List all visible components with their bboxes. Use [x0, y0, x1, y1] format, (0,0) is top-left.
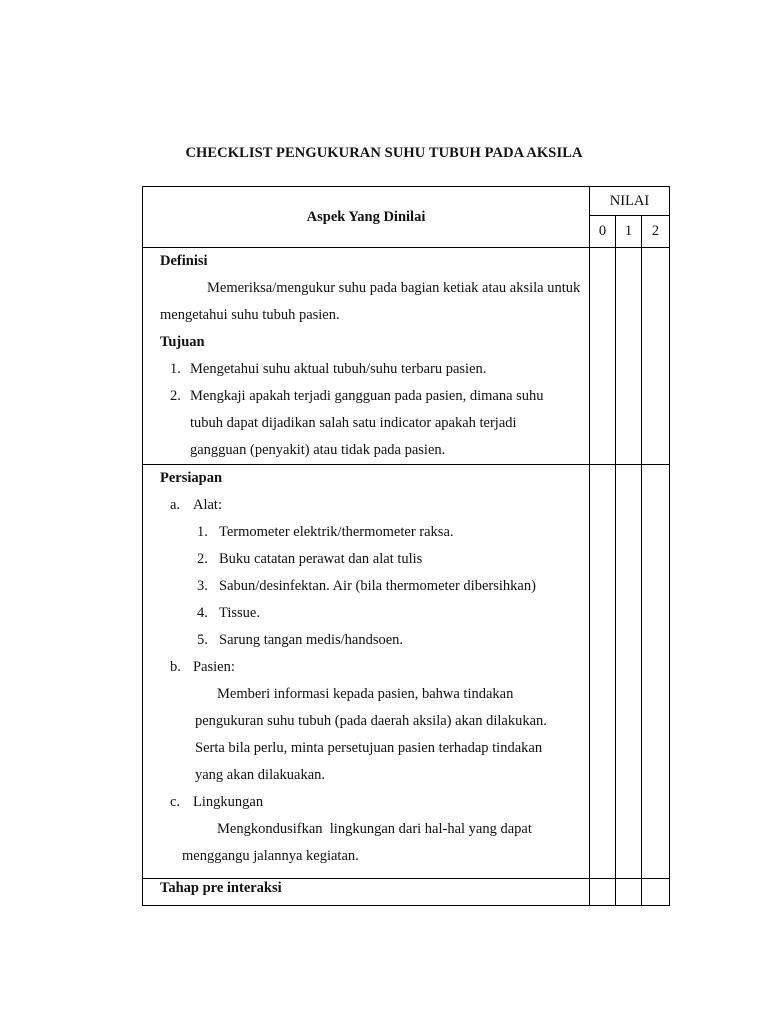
list-text: Buku catatan perawat dan alat tulis — [219, 551, 423, 567]
pasien-line-4: yang akan dilakuakan. — [195, 767, 326, 783]
definisi-line-2: mengetahui suhu tubuh pasien. — [160, 307, 340, 323]
list-text: Mengkaji apakah terjadi gangguan pada pasien, dimana suhu — [190, 388, 544, 404]
tujuan-item-1 — [160, 356, 583, 383]
list-text: Pasien: — [193, 659, 235, 675]
lingkungan-line-2: menggangu jalannya kegiatan. — [182, 848, 359, 864]
section-heading-tujuan: Tujuan — [160, 334, 205, 350]
list-number: 2. — [170, 388, 181, 404]
list-letter: c. — [170, 794, 181, 810]
score-cell-1[interactable] — [616, 248, 642, 465]
alat-item — [160, 627, 583, 654]
score-cell-0[interactable] — [590, 879, 616, 906]
list-letter: a. — [170, 497, 181, 513]
list-number: 3. — [197, 578, 208, 594]
list-text: Alat: — [193, 497, 222, 513]
score-cell-0[interactable] — [590, 248, 616, 465]
alat-item — [160, 573, 583, 600]
aspek-cell-definisi — [143, 248, 590, 465]
list-number: 1. — [170, 361, 181, 377]
score-cell-2[interactable] — [642, 465, 670, 879]
tujuan-item-2 — [160, 383, 583, 410]
table-row-definisi-tujuan — [143, 248, 670, 465]
aspek-cell-tahap-pre — [143, 879, 590, 906]
lingkungan-line-1: Mengkondusifkan lingkungan dari hal-hal yang dapat — [217, 821, 532, 837]
table-row-tahap-pre — [143, 879, 670, 906]
header-score-2: 2 — [642, 216, 670, 248]
score-cell-1[interactable] — [616, 465, 642, 879]
list-number: 4. — [197, 605, 208, 621]
score-cell-1[interactable] — [616, 879, 642, 906]
score-cell-2[interactable] — [642, 248, 670, 465]
checklist-table — [142, 186, 670, 906]
definisi-line-1: Memeriksa/mengukur suhu pada bagian ketiak atau aksila untuk — [207, 280, 581, 296]
list-text: Termometer elektrik/thermometer raksa. — [219, 524, 454, 540]
pasien-line-1: Memberi informasi kepada pasien, bahwa tindakan — [217, 686, 514, 702]
header-score-1: 1 — [616, 216, 642, 248]
list-letter: b. — [170, 659, 181, 675]
list-text: Sabun/desinfektan. Air (bila thermometer dibersihkan) — [219, 578, 536, 594]
pasien-line-3: Serta bila perlu, minta persetujuan pasien terhadap tindakan — [195, 740, 543, 756]
alat-item — [160, 600, 583, 627]
alat-item — [160, 519, 583, 546]
document-title: CHECKLIST PENGUKURAN SUHU TUBUH PADA AKSILA — [185, 145, 583, 161]
header-nilai: NILAI — [590, 187, 670, 216]
list-number: 2. — [197, 551, 208, 567]
list-number: 5. — [197, 632, 208, 648]
list-text: Tissue. — [219, 605, 260, 621]
list-text: Mengetahui suhu aktual tubuh/suhu terbaru pasien. — [190, 361, 487, 377]
header-aspek: Aspek Yang Dinilai — [143, 187, 590, 248]
table-row-persiapan — [143, 465, 670, 879]
persiapan-pasien — [160, 654, 583, 681]
list-text: Lingkungan — [193, 794, 264, 810]
score-cell-2[interactable] — [642, 879, 670, 906]
pasien-line-2: pengukuran suhu tubuh (pada daerah aksila) akan dilakukan. — [195, 713, 547, 729]
alat-item — [160, 546, 583, 573]
section-heading-definisi: Definisi — [160, 253, 208, 269]
section-heading-persiapan: Persiapan — [160, 470, 223, 486]
persiapan-alat — [160, 492, 583, 519]
persiapan-lingkungan — [160, 789, 583, 816]
tujuan-item-2-line-3: gangguan (penyakit) atau tidak pada pasien. — [190, 442, 446, 458]
list-text: Sarung tangan medis/handsoen. — [219, 632, 404, 648]
score-cell-0[interactable] — [590, 465, 616, 879]
aspek-cell-persiapan — [143, 465, 590, 879]
section-heading-tahap-pre: Tahap pre interaksi — [160, 880, 282, 896]
list-number: 1. — [197, 524, 208, 540]
tujuan-item-2-line-2: tubuh dapat dijadikan salah satu indicator apakah terjadi — [190, 415, 517, 431]
header-score-0: 0 — [590, 216, 616, 248]
